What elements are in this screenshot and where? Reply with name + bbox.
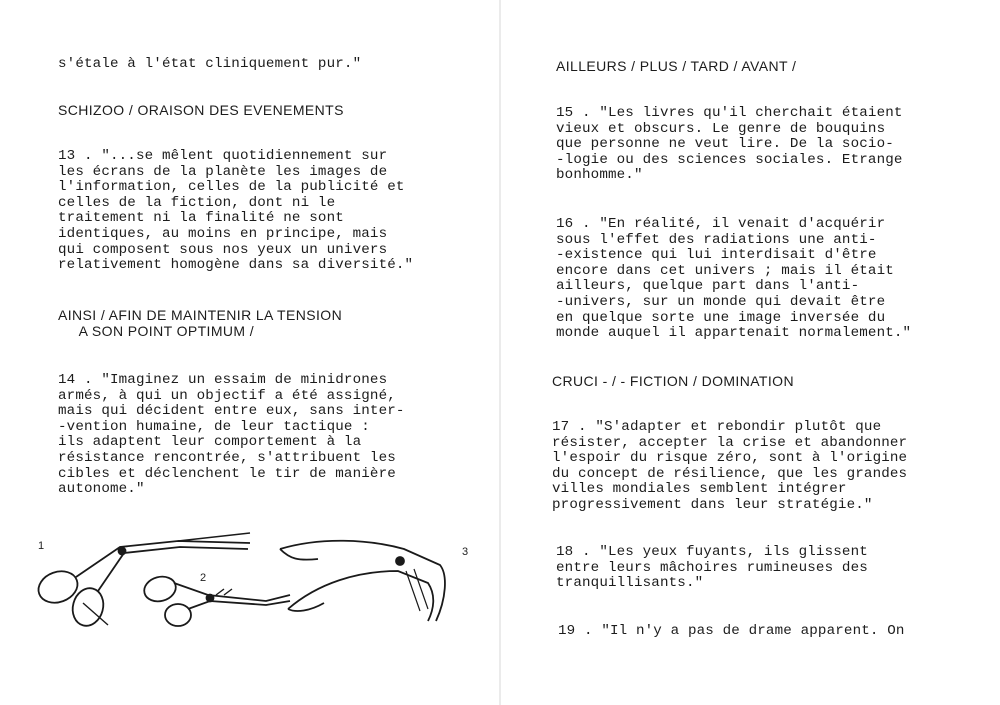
- paragraph-17: 17 . "S'adapter et rebondir plutôt que résister, accepter la crise et abandonner l'espoir du risque zéro, sont à l'origine du concept de résilience, que les grandes villes mondiales semblent intégrer progressivement dans leur stratégie.": [552, 419, 908, 513]
- section-heading-ailleurs: AILLEURS / PLUS / TARD / AVANT /: [556, 58, 797, 74]
- paragraph-19: 19 . "Il n'y a pas de drame apparent. On: [558, 623, 905, 639]
- section-heading-ainsi: AINSI / AFIN DE MAINTENIR LA TENSION A SON POINT OPTIMUM /: [58, 307, 343, 339]
- section-heading-cruci: CRUCI - / - FICTION / DOMINATION: [552, 373, 794, 389]
- continuation-line: s'étale à l'état cliniquement pur.": [58, 56, 362, 72]
- hemostat-clamp-icon: [141, 573, 290, 626]
- right-page: [500, 0, 1000, 705]
- rongeur-pliers-icon: [280, 541, 445, 621]
- paragraph-14: 14 . "Imaginez un essaim de minidrones armés, à qui un objectif a été assigné, mais qui décident entre eux, sans inter- -vention humaine, de leur tactique : ils adaptent leur comportement à la résistance rencontrée, s'attribuent les cibles et déclenchent le tir de manière autonome.": [58, 372, 405, 498]
- section-heading-schizoo: SCHIZOO / ORAISON DES EVENEMENTS: [58, 102, 344, 118]
- paragraph-16: 16 . "En réalité, il venait d'acquérir sous l'effet des radiations une anti- -existence qui lui interdisait d'être encore dans cet univers ; mais il était ailleurs, quelque part dans l'anti- -univers, sur un monde qui devait être en quelque sorte une image inversée du monde auquel il appartenait normalement.": [556, 216, 912, 342]
- figure-label-2: 2: [200, 572, 207, 584]
- paragraph-18: 18 . "Les yeux fuyants, ils glissent entre leurs mâchoires rumineuses des tranquillisants.": [556, 544, 868, 592]
- paragraph-15: 15 . "Les livres qu'il cherchait étaient vieux et obscurs. Le genre de bouquins que personne ne veut lire. De la socio- -logie ou des sciences sociales. Etrange bonhomme.": [556, 105, 903, 184]
- figure-label-3: 3: [462, 546, 469, 558]
- paragraph-13: 13 . "...se mêlent quotidiennement sur les écrans de la planète les images de l'information, celles de la publicité et celles de la fiction, dont ni le traitement ni la finalité ne sont identiques, au moins en principe, mais qui composent sous nos yeux un univers relativement homogène dans sa diversité.": [58, 148, 414, 274]
- surgical-instruments-illustration: [28, 525, 488, 635]
- scissors-forceps-icon: [34, 533, 250, 629]
- figure-label-1: 1: [38, 540, 45, 552]
